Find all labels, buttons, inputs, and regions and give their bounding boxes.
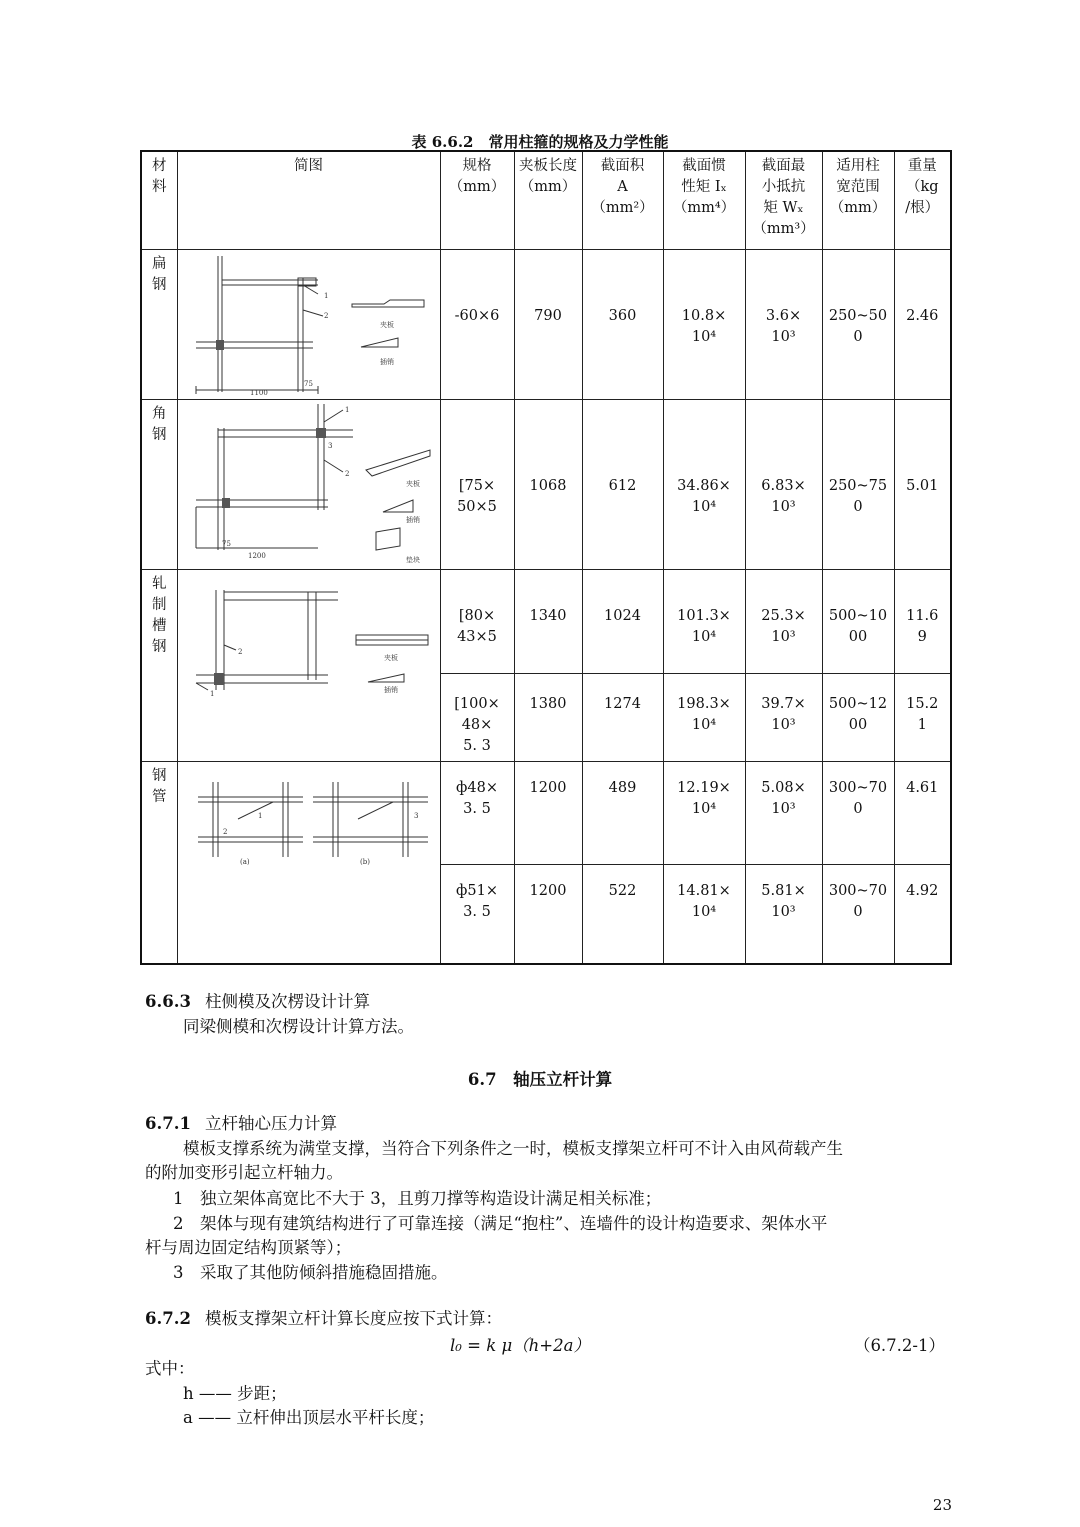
equation-number: （6.7.2-1） (853, 1336, 945, 1355)
cell-spec: -60×6 (440, 249, 514, 399)
spec-table (140, 150, 952, 965)
cell-spec: ф51× 3. 5 (440, 864, 514, 964)
cell-inertia: 34.86× 10⁴ (663, 399, 745, 569)
flat-wedge-label: 插销 (379, 357, 394, 366)
cell-weight: 11.6 9 (894, 569, 951, 673)
cell-modulus: 39.7× 10³ (745, 673, 822, 761)
channel-steel-clamp-figure (178, 570, 440, 760)
cell-length: 1200 (514, 864, 582, 964)
angle-wedge-label: 插销 (405, 515, 420, 524)
cell-spec: [75× 50×5 (440, 399, 514, 569)
angle-n2-label: 2 (344, 469, 349, 478)
diagram-flat-steel (177, 249, 440, 399)
cell-length: 1380 (514, 673, 582, 761)
cell-spec: [80× 43×5 (440, 569, 514, 673)
header-inertia: 截面惯 性矩 Iₓ （mm⁴） (663, 151, 745, 249)
cell-width: 300~70 0 (822, 761, 894, 864)
cell-width: 250~75 0 (822, 399, 894, 569)
table-row (141, 761, 951, 864)
flat-clip-label: 夹板 (379, 320, 394, 329)
pipe-n1-label: 1 (257, 811, 262, 820)
section-6-6-3-body: 同梁侧模和次楞设计计算方法。 (183, 1017, 414, 1036)
cell-weight: 5.01 (894, 399, 951, 569)
chan-n2-label: 2 (237, 647, 242, 656)
cell-area: 1274 (582, 673, 663, 761)
header-width: 适用柱 宽范围 （mm） (822, 151, 894, 249)
material-flat: 扁钢 (141, 249, 177, 399)
material-channel: 轧制槽钢 (141, 569, 177, 761)
table-row (141, 569, 951, 673)
angle-block-label: 垫块 (405, 555, 420, 564)
header-spec: 规格（mm） (440, 151, 514, 249)
cell-area: 522 (582, 864, 663, 964)
header-weight: 重量 （kg /根） (894, 151, 951, 249)
chan-clip-label: 夹板 (383, 653, 398, 662)
definition-h: h —— 步距； (183, 1384, 287, 1403)
cell-modulus: 6.83× 10³ (745, 399, 822, 569)
chan-n1-label: 1 (209, 689, 214, 698)
header-area: 截面积 A （mm²） (582, 151, 663, 249)
diagram-angle-steel (177, 399, 440, 569)
angle-n3-label: 3 (327, 441, 332, 450)
header-material: 材料 (141, 151, 177, 249)
cell-inertia: 101.3× 10⁴ (663, 569, 745, 673)
cell-spec: ф48× 3. 5 (440, 761, 514, 864)
cell-area: 612 (582, 399, 663, 569)
cell-width: 500~12 00 (822, 673, 894, 761)
flat-n1-label: 1 (323, 291, 328, 300)
cell-length: 1068 (514, 399, 582, 569)
cell-width: 300~70 0 (822, 864, 894, 964)
cell-width: 250~50 0 (822, 249, 894, 399)
formula: l₀ = k μ（h+2a） (450, 1336, 590, 1355)
list-item-3: 3 采取了其他防倾斜措施稳固措施。 (173, 1263, 448, 1282)
cell-modulus: 5.81× 10³ (745, 864, 822, 964)
section-6-7-heading: 6.7 轴压立杆计算 (467, 1070, 613, 1089)
pipe-n3-label: 3 (413, 811, 418, 820)
cell-length: 1200 (514, 761, 582, 864)
material-angle: 角钢 (141, 399, 177, 569)
angle-n1-label: 1 (344, 405, 349, 414)
flat-n75-label: 75 (303, 379, 313, 388)
section-6-7-1-heading: 6.7.1 立杆轴心压力计算 (145, 1114, 337, 1133)
table-caption: 表 6.6.2 常用柱箍的规格及力学性能 (411, 133, 669, 151)
diagram-steel-pipe (177, 761, 440, 964)
section-6-7-2-heading: 6.7.2 模板支撑架立杆计算长度应按下式计算： (145, 1309, 502, 1328)
flat-dim-label: 1100 (249, 388, 268, 397)
material-pipe: 钢管 (141, 761, 177, 964)
page-number: 23 (932, 1496, 952, 1514)
cell-length: 1340 (514, 569, 582, 673)
table-row (141, 249, 951, 399)
cell-modulus: 3.6× 10³ (745, 249, 822, 399)
angle-n75-label: 75 (221, 539, 231, 548)
chan-wedge-label: 插销 (383, 685, 398, 694)
pipe-n2-label: 2 (222, 827, 227, 836)
angle-steel-clamp-figure (178, 400, 440, 568)
cell-weight: 4.61 (894, 761, 951, 864)
header-modulus: 截面最 小抵抗 矩 Wₓ （mm³） (745, 151, 822, 249)
list-item-2: 2 架体与现有建筑结构进行了可靠连接（满足“抱柱”、连墙件的设计构造要求、架体水平 (173, 1214, 828, 1233)
where-label: 式中： (145, 1359, 195, 1378)
pipe-b-label: (b) (359, 857, 370, 866)
cell-modulus: 5.08× 10³ (745, 761, 822, 864)
cell-weight: 4.92 (894, 864, 951, 964)
angle-dim-label: 1200 (247, 551, 266, 560)
diagram-channel-steel (177, 569, 440, 761)
header-length: 夹板长度（mm） (514, 151, 582, 249)
list-item-2-cont: 杆与周边固定结构顶紧等）； (145, 1238, 352, 1257)
table-row (141, 399, 951, 569)
cell-area: 360 (582, 249, 663, 399)
cell-area: 1024 (582, 569, 663, 673)
flat-steel-clamp-figure (178, 250, 440, 398)
section-6-6-3-heading: 6.6.3 柱侧模及次楞设计计算 (145, 992, 370, 1011)
section-6-7-1-para-cont: 的附加变形引起立杆轴力。 (145, 1163, 343, 1182)
definition-a: a —— 立杆伸出顶层水平杆长度； (183, 1408, 435, 1427)
cell-width: 500~10 00 (822, 569, 894, 673)
section-6-7-1-para: 模板支撑系统为满堂支撑，当符合下列条件之一时，模板支撑架立杆可不计入由风荷载产生 (183, 1139, 843, 1158)
cell-inertia: 10.8× 10⁴ (663, 249, 745, 399)
cell-modulus: 25.3× 10³ (745, 569, 822, 673)
cell-inertia: 198.3× 10⁴ (663, 673, 745, 761)
cell-inertia: 12.19× 10⁴ (663, 761, 745, 864)
angle-clip-label: 夹板 (405, 479, 420, 488)
cell-area: 489 (582, 761, 663, 864)
header-diagram: 简图 (177, 151, 440, 249)
cell-length: 790 (514, 249, 582, 399)
pipe-a-label: (a) (239, 857, 250, 866)
cell-weight: 15.2 1 (894, 673, 951, 761)
cell-weight: 2.46 (894, 249, 951, 399)
cell-spec: [100× 48× 5. 3 (440, 673, 514, 761)
steel-pipe-clamp-figure (178, 762, 440, 962)
flat-n2-label: 2 (323, 311, 328, 320)
cell-inertia: 14.81× 10⁴ (663, 864, 745, 964)
table-header-row (141, 151, 951, 249)
list-item-1: 1 独立架体高宽比不大于 3，且剪刀撑等构造设计满足相关标准； (173, 1189, 662, 1208)
